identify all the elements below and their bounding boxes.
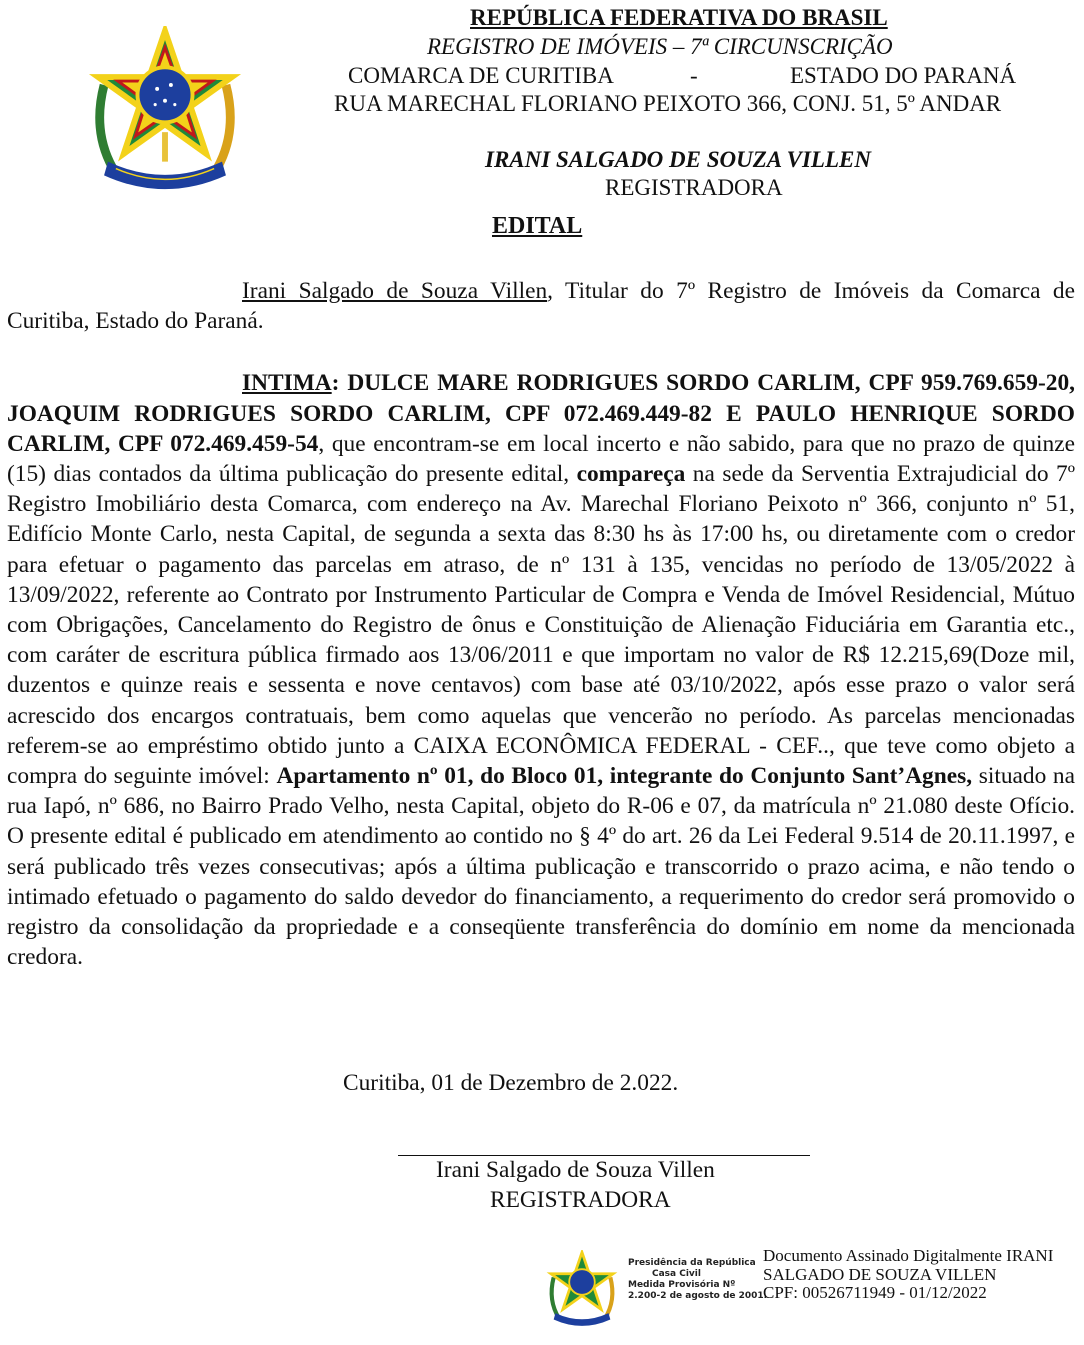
stamp-line: 2.200-2 de agosto de 2001. (628, 1291, 768, 1301)
registrar-name: IRANI SALGADO DE SOUZA VILLEN (485, 147, 871, 172)
edital-title: EDITAL (492, 213, 583, 239)
signer-role: REGISTRADORA (490, 1187, 671, 1213)
stamp-line: Casa Civil (652, 1269, 701, 1279)
digital-signature-line: CPF: 00526711949 - 01/12/2022 (763, 1283, 987, 1302)
stamp-line: Presidência da República (628, 1258, 756, 1268)
intro-text: , Titular do 7º Registro de Imóveis da Comarca de Curitiba, Estado do Paraná. (7, 278, 1075, 335)
header-address: RUA MARECHAL FLORIANO PEIXOTO 366, CONJ. 51, 5º ANDAR (334, 91, 1002, 116)
stamp-line: Medida Provisória Nº (628, 1280, 736, 1290)
notice-property: Apartamento nº 01, do Bloco 01, integrante do Conjunto Sant’Agnes, (276, 763, 973, 790)
city-date: Curitiba, 01 de Dezembro de 2.022. (343, 1070, 679, 1096)
notice-paragraph (7, 368, 1075, 972)
digital-signature-line: SALGADO DE SOUZA VILLEN (763, 1264, 997, 1284)
icp-stamp-text (628, 1258, 768, 1302)
notice-label-colon: : (331, 370, 340, 397)
notice-compareca: compareça (576, 461, 686, 488)
coat-of-arms-icon (86, 26, 244, 198)
header-estado: ESTADO DO PARANÁ (790, 63, 1017, 88)
digital-signature-line: Documento Assinado Digitalmente IRANI (763, 1246, 1054, 1265)
intro-name: Irani Salgado de Souza Villen (242, 278, 548, 304)
signature-line (398, 1155, 810, 1156)
signer-name: Irani Salgado de Souza Villen (436, 1157, 715, 1183)
digital-signature (763, 1247, 1053, 1303)
coat-of-arms-small-icon (545, 1250, 619, 1330)
notice-text-2: na sede da Serventia Extrajudicial do 7º Registro Imobiliário desta Comarca, com endereço na Av. Marechal Floriano Peixoto nº 366, conjunto nº 51, Edifício Monte Carlo, nesta Capital, de segunda a sexta das 8:30 hs às 17:00 hs, ou diretamente com o credor para efetuar o pagamento das parcelas em atraso, de nº 131 à 135, vencidas no período de 13/05/2022 à 13/09/2022, referente ao Contrato por Instrumento Particular de Compra e Venda de Imóvel Residencial, Mútuo com Obrigações, Cancelamento do Registro de ônus e Constituição de Alienação Fiduciária em Garantia etc., com caráter de escritura pública firmado aos 13/06/2011 e que importam no valor de R$ 12.215,69(Doze mil, duzentos e quinze reais e sessenta e nove centavos) com base até 03/10/2022, após esse prazo o valor será acrescido dos encargos contratuais, bem como aquelas que vencerão no período. As parcelas mencionadas referem-se ao empréstimo obtido junto a CAIXA ECONÔMICA FEDERAL - CEF.., que teve como objeto a compra do seguinte imóvel: (7, 461, 1075, 790)
document-body (7, 276, 1075, 972)
intro-paragraph (7, 276, 1075, 336)
notice-text-1: , que encontram-se em local incerto e não sabido, para que no prazo de quinze (15) dias contados da última publicação do presente edital, (7, 430, 1075, 488)
notice-parties: DULCE MARE RODRIGUES SORDO CARLIM, CPF 959.769.659-20, JOAQUIM RODRIGUES SORDO CARLIM, CPF 072.469.449-82 E PAULO HENRIQUE SORDO CARLIM, CPF 072.469.459-54 (7, 370, 1075, 457)
header-subtitle: REGISTRO DE IMÓVEIS – 7ª CIRCUNSCRIÇÃO (427, 34, 893, 59)
notice-text-3: situado na rua Iapó, nº 686, no Bairro Prado Velho, nesta Capital, objeto do R-06 e 07, da matrícula nº 21.080 deste Ofício. O presente edital é publicado em atendimento ao contido no § 4º do art. 26 da Lei Federal 9.514 de 20.11.1997, e será publicado três vezes consecutivas; após a última publicação e transcorrido o prazo acima, e não tendo o intimado efetuado o pagamento do saldo devedor do financiamento, a requerimento do credor será promovido o registro da consolidação da propriedade e a conseqüente transferência do domínio em nome da mencionada credora. (7, 763, 1075, 971)
header-title: REPÚBLICA FEDERATIVA DO BRASIL (470, 5, 888, 30)
registrar-role: REGISTRADORA (605, 175, 783, 200)
header-comarca-dash: - (690, 63, 698, 88)
header-comarca: COMARCA DE CURITIBA (348, 63, 614, 88)
notice-label: INTIMA (242, 370, 332, 397)
